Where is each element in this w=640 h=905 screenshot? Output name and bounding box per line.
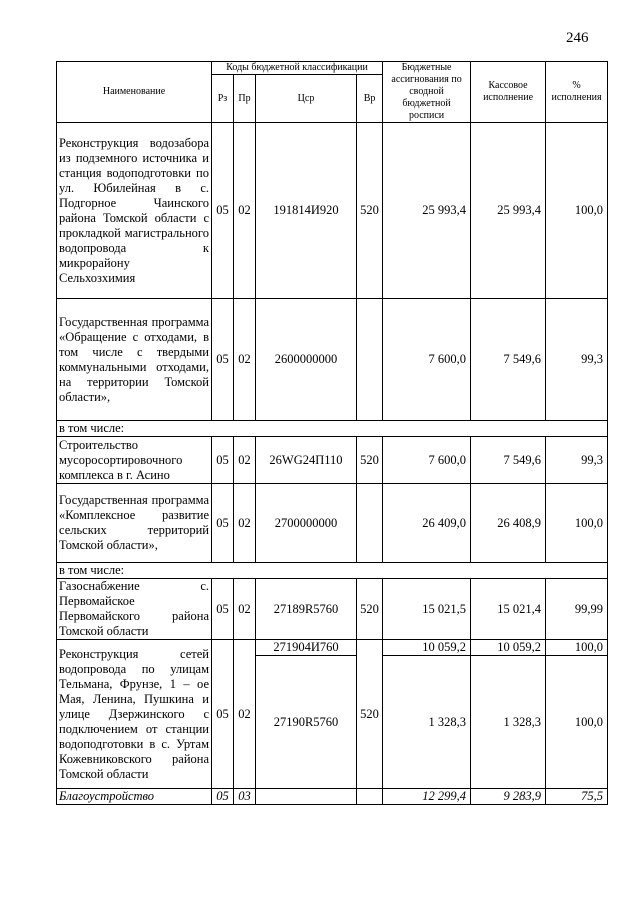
row-pr: 03 <box>234 789 256 805</box>
row-percent: 99,3 <box>546 299 608 421</box>
row-csr: 2700000000 <box>256 484 357 563</box>
header-budget: Бюджетные ассигнования по сводной бюджетной росписи <box>383 62 471 123</box>
row-csr: 27190R5760 <box>256 656 357 789</box>
row-percent: 100,0 <box>546 656 608 789</box>
row-rz: 05 <box>212 437 234 484</box>
row-note: в том числе: <box>57 421 608 437</box>
header-percent: % исполнения <box>546 62 608 123</box>
row-cash: 15 021,4 <box>471 579 546 640</box>
page-number: 246 <box>566 30 589 46</box>
row-cash: 10 059,2 <box>471 640 546 656</box>
row-budget: 7 600,0 <box>383 299 471 421</box>
row-percent: 100,0 <box>546 640 608 656</box>
row-pr: 02 <box>234 437 256 484</box>
row-name: Реконструкция водозабора из подземного источника и станция водоподготовки по ул. Юбилейная в с. Подгорное Чаинского района Томской области с прокладкой магистрального водопровода к микрорайону Сельхозхимия <box>57 123 212 299</box>
row-csr <box>256 789 357 805</box>
row-pr: 02 <box>234 579 256 640</box>
row-budget: 15 021,5 <box>383 579 471 640</box>
table-row <box>57 437 608 484</box>
row-csr: 2600000000 <box>256 299 357 421</box>
table-row <box>57 421 608 437</box>
row-vr: 520 <box>357 437 383 484</box>
header-rz: Рз <box>212 75 234 123</box>
header-name: Наименование <box>57 62 212 123</box>
row-vr: 520 <box>357 123 383 299</box>
row-name: Реконструкция сетей водопровода по улицам Тельмана, Фрунзе, 1 – ое Мая, Ленина, Пушкина и улице Дзержинского с подключением от станции водоподготовки в с. Уртам Кожевниковского района Томской области <box>57 640 212 789</box>
row-pr: 02 <box>234 123 256 299</box>
header-csr: Цср <box>256 75 357 123</box>
row-vr <box>357 299 383 421</box>
row-pr: 02 <box>234 299 256 421</box>
header-row <box>57 62 608 75</box>
row-budget: 1 328,3 <box>383 656 471 789</box>
header-cash: Кассовое исполнение <box>471 62 546 123</box>
row-rz: 05 <box>212 789 234 805</box>
row-name: Строительство мусоросортировочного комплекса в г. Асино <box>57 437 212 484</box>
row-percent: 100,0 <box>546 484 608 563</box>
row-vr <box>357 789 383 805</box>
row-pr: 02 <box>234 484 256 563</box>
row-name: Государственная программа «Обращение с отходами, в том числе с твердыми коммунальными отходами, на территории Томской области», <box>57 299 212 421</box>
row-note: в том числе: <box>57 563 608 579</box>
row-percent: 99,99 <box>546 579 608 640</box>
row-cash: 1 328,3 <box>471 656 546 789</box>
row-vr: 520 <box>357 579 383 640</box>
row-name: Газоснабжение с. Первомайское Первомайского района Томской области <box>57 579 212 640</box>
row-cash: 7 549,6 <box>471 299 546 421</box>
row-cash: 9 283,9 <box>471 789 546 805</box>
row-vr: 520 <box>357 640 383 789</box>
row-csr: 271904И760 <box>256 640 357 656</box>
row-budget: 26 409,0 <box>383 484 471 563</box>
budget-table <box>56 61 608 805</box>
row-name: Благоустройство <box>57 789 212 805</box>
row-budget: 25 993,4 <box>383 123 471 299</box>
row-csr: 27189R5760 <box>256 579 357 640</box>
row-rz: 05 <box>212 579 234 640</box>
row-name: Государственная программа «Комплексное развитие сельских территорий Томской области», <box>57 484 212 563</box>
row-percent: 75,5 <box>546 789 608 805</box>
row-rz: 05 <box>212 299 234 421</box>
row-csr: 191814И920 <box>256 123 357 299</box>
table-row <box>57 123 608 299</box>
row-rz: 05 <box>212 484 234 563</box>
table-row <box>57 640 608 656</box>
table-row <box>57 299 608 421</box>
table-row <box>57 563 608 579</box>
row-rz: 05 <box>212 123 234 299</box>
table-row <box>57 484 608 563</box>
row-pr: 02 <box>234 640 256 789</box>
row-percent: 99,3 <box>546 437 608 484</box>
row-cash: 26 408,9 <box>471 484 546 563</box>
row-csr: 26WG24П110 <box>256 437 357 484</box>
row-budget: 10 059,2 <box>383 640 471 656</box>
row-budget: 12 299,4 <box>383 789 471 805</box>
header-codes: Коды бюджетной классификации <box>212 62 383 75</box>
header-pr: Пр <box>234 75 256 123</box>
row-cash: 25 993,4 <box>471 123 546 299</box>
header-vr: Вр <box>357 75 383 123</box>
row-vr <box>357 484 383 563</box>
row-rz: 05 <box>212 640 234 789</box>
row-budget: 7 600,0 <box>383 437 471 484</box>
row-cash: 7 549,6 <box>471 437 546 484</box>
row-percent: 100,0 <box>546 123 608 299</box>
table-row <box>57 579 608 640</box>
table-row <box>57 789 608 805</box>
